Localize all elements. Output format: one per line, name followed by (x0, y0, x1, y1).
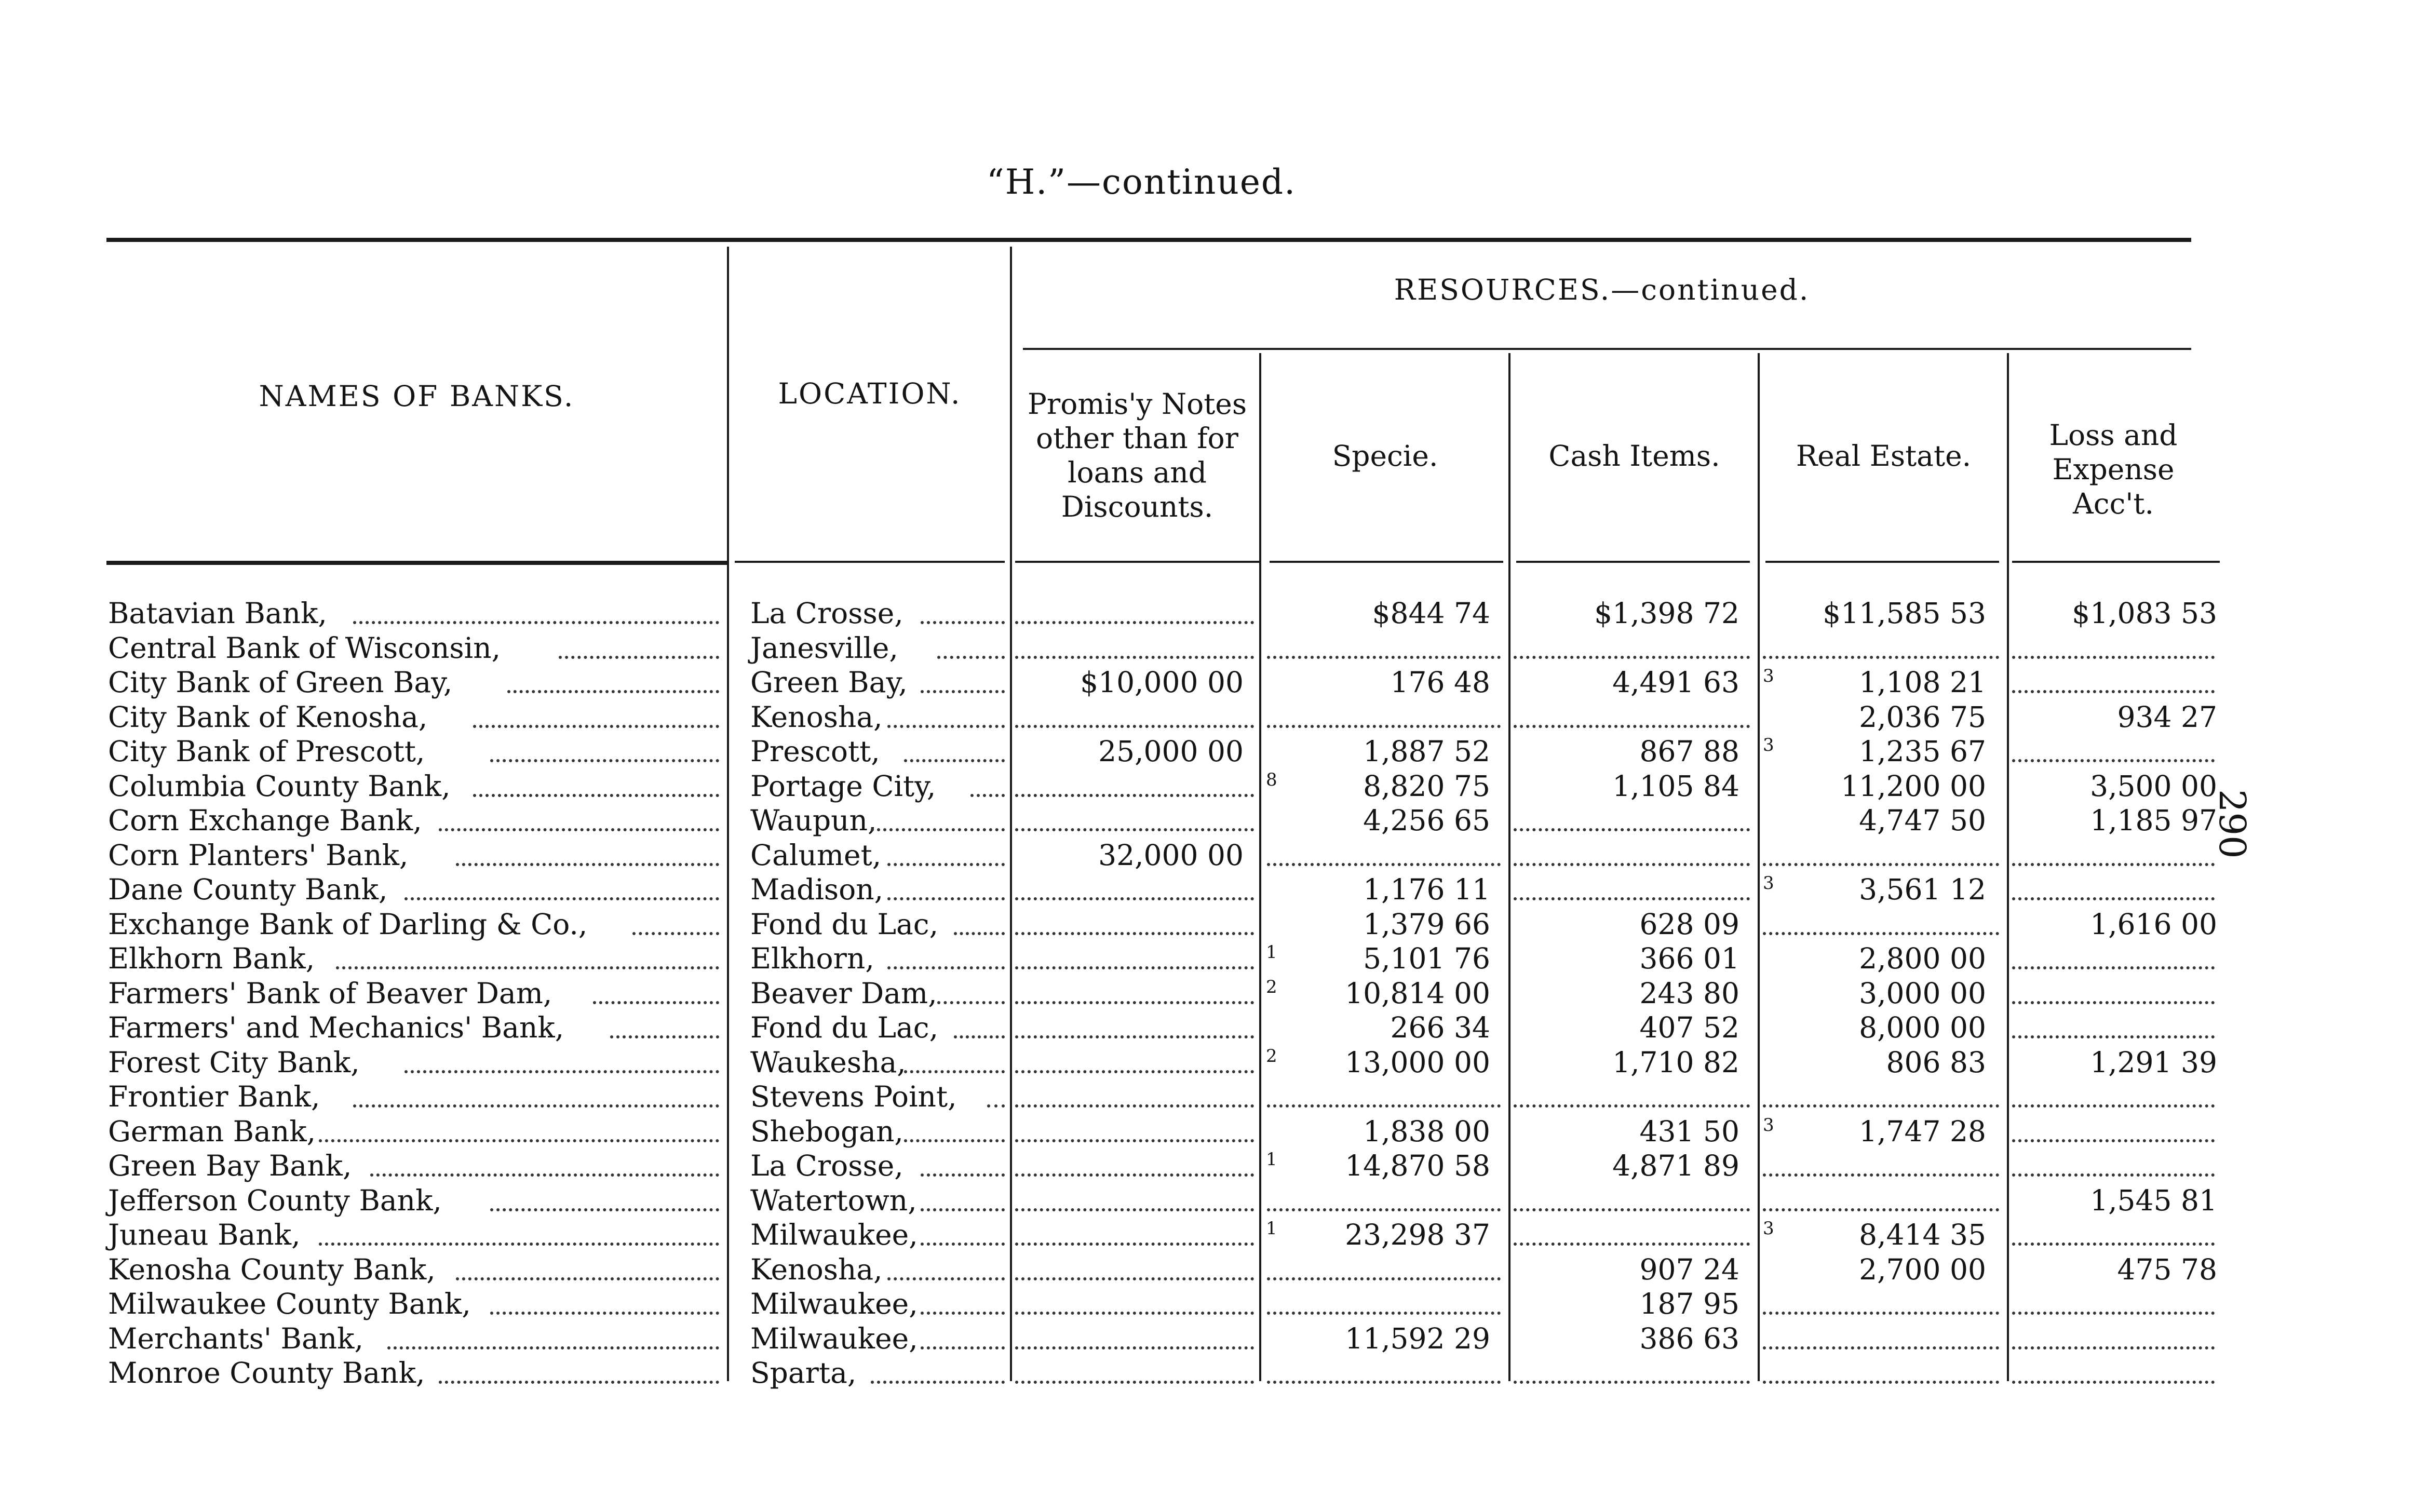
empty-cell-dots (1267, 1381, 1501, 1384)
cell-name: Forest City Bank, (108, 1045, 360, 1079)
leader-dots (490, 759, 719, 762)
header-cash-items: Cash Items. (1548, 439, 1720, 473)
cell-real-estate: 3,000 00 (1859, 976, 1986, 1010)
cell-real-estate: 8,000 00 (1859, 1011, 1986, 1044)
empty-cell-dots (2012, 690, 2215, 693)
leader-dots (887, 966, 1005, 969)
cell-re-mark: 3 (1763, 1114, 1774, 1136)
cell-name: Corn Planters' Bank, (108, 838, 409, 872)
cell-cash: 386 63 (1639, 1321, 1739, 1355)
cell-real-estate: 1,747 28 (1859, 1114, 1986, 1148)
empty-cell-dots (1763, 1104, 1999, 1108)
cell-re-mark: 3 (1763, 873, 1774, 894)
empty-cell-dots (1514, 656, 1750, 659)
cell-cash: 366 01 (1639, 942, 1739, 975)
empty-cell-dots (1015, 966, 1254, 969)
empty-cell-dots (2012, 1173, 2215, 1177)
empty-cell-dots (1267, 656, 1501, 659)
header-real-estate: Real Estate. (1796, 439, 1972, 473)
cell-name: Green Bay Bank, (108, 1149, 352, 1182)
leader-dots (921, 1173, 1005, 1177)
empty-cell-dots (1015, 932, 1254, 935)
cell-loss: 934 27 (2117, 700, 2217, 734)
leader-dots (387, 1346, 719, 1349)
cell-cash: 907 24 (1639, 1252, 1739, 1286)
cell-name: Farmers' Bank of Beaver Dam, (108, 976, 552, 1010)
empty-cell-dots (1015, 1277, 1254, 1280)
table-top-rule (106, 238, 2191, 242)
cell-name: Central Bank of Wisconsin, (108, 631, 501, 665)
cell-location: La Crosse, (750, 597, 903, 630)
cell-re-mark: 3 (1763, 1218, 1774, 1239)
cell-cash: 4,491 63 (1612, 666, 1739, 699)
leader-dots (490, 1208, 719, 1211)
leader-dots (887, 725, 1005, 728)
cell-location: Beaver Dam, (750, 976, 937, 1010)
column-divider-location (1010, 247, 1012, 1381)
cell-location: La Crosse, (750, 1149, 903, 1182)
leader-dots (921, 1208, 1005, 1211)
header-bottom-rule-specie (1270, 561, 1503, 563)
leader-dots (336, 966, 719, 969)
cell-cash: 867 88 (1639, 735, 1739, 768)
cell-specie-mark: 1 (1266, 1149, 1277, 1170)
cell-name: Merchants' Bank, (108, 1321, 363, 1355)
cell-location: Green Bay, (750, 666, 908, 699)
cell-real-estate: 2,036 75 (1859, 700, 1986, 734)
cell-location: Sparta, (750, 1356, 857, 1389)
empty-cell-dots (1015, 1208, 1254, 1211)
header-bottom-rule-cash (1516, 561, 1750, 563)
cell-specie-mark: 8 (1266, 769, 1277, 790)
leader-dots (954, 932, 1005, 935)
empty-cell-dots (1015, 1173, 1254, 1177)
cell-specie: 13,000 00 (1345, 1045, 1490, 1079)
column-divider-notes (1259, 353, 1261, 1381)
cell-specie: 1,887 52 (1363, 735, 1490, 768)
leader-dots (490, 1312, 719, 1315)
cell-re-mark: 3 (1763, 666, 1774, 686)
empty-cell-dots (1015, 1001, 1254, 1004)
leader-dots (921, 1346, 1005, 1349)
cell-name: German Bank, (108, 1114, 316, 1148)
empty-cell-dots (1015, 1346, 1254, 1349)
empty-cell-dots (1514, 725, 1750, 728)
cell-name: Exchange Bank of Darling & Co., (108, 907, 588, 941)
header-location: LOCATION. (778, 377, 962, 410)
leader-dots (610, 1035, 719, 1038)
cell-name: Juneau Bank, (108, 1218, 301, 1251)
empty-cell-dots (1514, 863, 1750, 866)
cell-cash: 187 95 (1639, 1287, 1739, 1320)
cell-location: Shebogan, (750, 1114, 903, 1148)
cell-cash: 4,871 89 (1612, 1149, 1739, 1182)
cell-name: City Bank of Kenosha, (108, 700, 428, 734)
leader-dots (473, 725, 719, 728)
cell-specie-mark: 2 (1266, 1045, 1277, 1066)
leader-dots (921, 690, 1005, 693)
empty-cell-dots (2012, 897, 2215, 900)
cell-real-estate: 3,561 12 (1859, 873, 1986, 906)
empty-cell-dots (1514, 828, 1750, 831)
cell-specie: 8,820 75 (1363, 769, 1490, 803)
empty-cell-dots (1015, 1312, 1254, 1315)
leader-dots (473, 794, 719, 797)
empty-cell-dots (1015, 621, 1254, 624)
cell-name: City Bank of Green Bay, (108, 666, 453, 699)
cell-specie-mark: 1 (1266, 942, 1277, 963)
empty-cell-dots (1763, 656, 1999, 659)
leader-dots (353, 1104, 719, 1108)
leader-dots (937, 656, 1005, 659)
cell-cash: 243 80 (1639, 976, 1739, 1010)
leader-dots (319, 1139, 719, 1142)
cell-cash: 628 09 (1639, 907, 1739, 941)
column-divider-specie (1508, 353, 1510, 1381)
header-loss-expense: Loss and Expense Acc't. (2049, 419, 2178, 520)
leader-dots (937, 1001, 1005, 1004)
cell-specie: 1,838 00 (1363, 1114, 1490, 1148)
header-promissory-notes: Promis'y Notes other than for loans and Discounts. (1027, 387, 1247, 523)
cell-location: Waupun, (750, 804, 877, 837)
cell-loss: 1,545 81 (2090, 1183, 2217, 1217)
cell-name: City Bank of Prescott, (108, 735, 425, 768)
cell-re-mark: 3 (1763, 735, 1774, 755)
cell-real-estate: 2,800 00 (1859, 942, 1986, 975)
header-bottom-rule-location (735, 561, 1005, 563)
cell-loss: 1,291 39 (2090, 1045, 2217, 1079)
cell-name: Monroe County Bank, (108, 1356, 425, 1389)
cell-location: Kenosha, (750, 1252, 883, 1286)
cell-name: Corn Exchange Bank, (108, 804, 422, 837)
cell-name: Batavian Bank, (108, 597, 327, 630)
cell-location: Kenosha, (750, 700, 883, 734)
header-bottom-rule-real-estate (1765, 561, 1999, 563)
cell-name: Milwaukee County Bank, (108, 1287, 471, 1320)
cell-location: Elkhorn, (750, 942, 874, 975)
cell-specie: $844 74 (1372, 597, 1490, 630)
cell-loss: $1,083 53 (2072, 597, 2217, 630)
leader-dots (904, 1139, 1005, 1142)
cell-specie: 23,298 37 (1345, 1218, 1490, 1251)
header-bottom-rule-notes (1015, 561, 1259, 563)
cell-specie: 1,176 11 (1363, 873, 1490, 906)
empty-cell-dots (1514, 1381, 1750, 1384)
empty-cell-dots (2012, 1001, 2215, 1004)
leader-dots (904, 759, 1005, 762)
column-divider-real-estate (2007, 353, 2009, 1381)
empty-cell-dots (2012, 966, 2215, 969)
cell-location: Milwaukee, (750, 1287, 918, 1320)
cell-name: Dane County Bank, (108, 873, 388, 906)
cell-notes: 25,000 00 (1098, 735, 1244, 768)
cell-location: Portage City, (750, 769, 936, 803)
cell-location: Calumet, (750, 838, 882, 872)
empty-cell-dots (2012, 1346, 2215, 1349)
empty-cell-dots (2012, 1243, 2215, 1246)
cell-location: Prescott, (750, 735, 880, 768)
cell-cash: 1,105 84 (1612, 769, 1739, 803)
empty-cell-dots (1015, 794, 1254, 797)
leader-dots (871, 1381, 1005, 1384)
empty-cell-dots (1267, 1312, 1501, 1315)
cell-name: Frontier Bank, (108, 1080, 320, 1113)
empty-cell-dots (2012, 863, 2215, 866)
leader-dots (904, 1070, 1005, 1073)
empty-cell-dots (1763, 863, 1999, 866)
cell-location: Milwaukee, (750, 1218, 918, 1251)
empty-cell-dots (1015, 656, 1254, 659)
cell-name: Elkhorn Bank, (108, 942, 315, 975)
empty-cell-dots (1015, 897, 1254, 900)
empty-cell-dots (2012, 1139, 2215, 1142)
empty-cell-dots (1763, 1208, 1999, 1211)
cell-loss: 475 78 (2117, 1252, 2217, 1286)
empty-cell-dots (1267, 725, 1501, 728)
resources-underline (1023, 348, 2191, 350)
cell-location: Fond du Lac, (750, 1011, 939, 1044)
empty-cell-dots (1514, 1243, 1750, 1246)
leader-dots (456, 863, 719, 866)
header-specie: Specie. (1332, 439, 1438, 473)
leader-dots (319, 1243, 719, 1246)
empty-cell-dots (1514, 897, 1750, 900)
empty-cell-dots (1015, 725, 1254, 728)
empty-cell-dots (1015, 1381, 1254, 1384)
cell-loss: 3,500 00 (2090, 769, 2217, 803)
cell-real-estate: 1,108 21 (1859, 666, 1986, 699)
leader-dots (370, 1173, 719, 1177)
leader-dots (404, 1070, 719, 1073)
empty-cell-dots (1763, 1381, 1999, 1384)
empty-cell-dots (1015, 1070, 1254, 1073)
cell-real-estate: 4,747 50 (1859, 804, 1986, 837)
cell-notes: $10,000 00 (1080, 666, 1244, 699)
leader-dots (970, 794, 1005, 797)
page-title: “H.”—continued. (987, 162, 1297, 202)
empty-cell-dots (1015, 1035, 1254, 1038)
cell-cash: 431 50 (1639, 1114, 1739, 1148)
empty-cell-dots (1763, 1312, 1999, 1315)
cell-real-estate: 806 83 (1886, 1045, 1986, 1079)
leader-dots (456, 1277, 719, 1280)
cell-cash: 1,710 82 (1612, 1045, 1739, 1079)
page-number: 290 (2211, 789, 2254, 859)
cell-name: Farmers' and Mechanics' Bank, (108, 1011, 564, 1044)
leader-dots (404, 897, 719, 900)
header-bottom-rule-loss (2012, 561, 2220, 563)
empty-cell-dots (1015, 1104, 1254, 1108)
leader-dots (887, 897, 1005, 900)
empty-cell-dots (2012, 1035, 2215, 1038)
empty-cell-dots (2012, 759, 2215, 762)
cell-location: Madison, (750, 873, 884, 906)
leader-dots (593, 1001, 719, 1004)
leader-dots (353, 621, 719, 624)
cell-location: Watertown, (750, 1183, 917, 1217)
leader-dots (954, 1035, 1005, 1038)
cell-real-estate: 2,700 00 (1859, 1252, 1986, 1286)
empty-cell-dots (1015, 1139, 1254, 1142)
cell-real-estate: 8,414 35 (1859, 1218, 1986, 1251)
leader-dots (887, 863, 1005, 866)
empty-cell-dots (1015, 828, 1254, 831)
empty-cell-dots (1267, 1208, 1501, 1211)
empty-cell-dots (1015, 1243, 1254, 1246)
empty-cell-dots (1514, 1208, 1750, 1211)
leader-dots (439, 828, 719, 831)
leader-dots (871, 828, 1005, 831)
empty-cell-dots (1267, 863, 1501, 866)
empty-cell-dots (1514, 1104, 1750, 1108)
cell-specie: 4,256 65 (1363, 804, 1490, 837)
header-resources: RESOURCES.—continued. (1394, 273, 1810, 306)
empty-cell-dots (2012, 1104, 2215, 1108)
cell-loss: 1,616 00 (2090, 907, 2217, 941)
empty-cell-dots (1763, 932, 1999, 935)
empty-cell-dots (2012, 1312, 2215, 1315)
cell-location: Waukesha, (750, 1045, 906, 1079)
cell-specie: 266 34 (1390, 1011, 1490, 1044)
cell-name: Jefferson County Bank, (108, 1183, 442, 1217)
empty-cell-dots (2012, 656, 2215, 659)
leader-dots (439, 1381, 719, 1384)
leader-dots (559, 656, 719, 659)
cell-cash: 407 52 (1639, 1011, 1739, 1044)
cell-real-estate: 11,200 00 (1841, 769, 1986, 803)
cell-name: Columbia County Bank, (108, 769, 451, 803)
leader-dots (921, 1312, 1005, 1315)
cell-notes: 32,000 00 (1098, 838, 1244, 872)
cell-specie: 11,592 29 (1345, 1321, 1490, 1355)
empty-cell-dots (1763, 1346, 1999, 1349)
header-names-of-banks: NAMES OF BANKS. (259, 380, 575, 413)
cell-specie-mark: 2 (1266, 976, 1277, 997)
cell-specie: 5,101 76 (1363, 942, 1490, 975)
leader-dots (987, 1104, 1005, 1108)
cell-cash: $1,398 72 (1594, 597, 1739, 630)
cell-specie-mark: 1 (1266, 1218, 1277, 1239)
empty-cell-dots (1267, 1277, 1501, 1280)
leader-dots (921, 621, 1005, 624)
cell-loss: 1,185 97 (2090, 804, 2217, 837)
column-divider-cash (1758, 353, 1760, 1381)
cell-real-estate: 1,235 67 (1859, 735, 1986, 768)
empty-cell-dots (2012, 1381, 2215, 1384)
cell-specie: 1,379 66 (1363, 907, 1490, 941)
header-bottom-rule-names (106, 561, 727, 565)
leader-dots (632, 932, 719, 935)
cell-specie: 10,814 00 (1345, 976, 1490, 1010)
empty-cell-dots (1763, 1173, 1999, 1177)
cell-location: Fond du Lac, (750, 907, 939, 941)
leader-dots (887, 1277, 1005, 1280)
column-divider-names (727, 247, 729, 1381)
cell-real-estate: $11,585 53 (1823, 597, 1986, 630)
leader-dots (921, 1243, 1005, 1246)
cell-name: Kenosha County Bank, (108, 1252, 436, 1286)
cell-location: Janesville, (750, 631, 898, 665)
cell-location: Stevens Point, (750, 1080, 957, 1113)
leader-dots (507, 690, 719, 693)
cell-specie: 14,870 58 (1345, 1149, 1490, 1182)
cell-location: Milwaukee, (750, 1321, 918, 1355)
cell-specie: 176 48 (1390, 666, 1490, 699)
empty-cell-dots (1267, 1104, 1501, 1108)
